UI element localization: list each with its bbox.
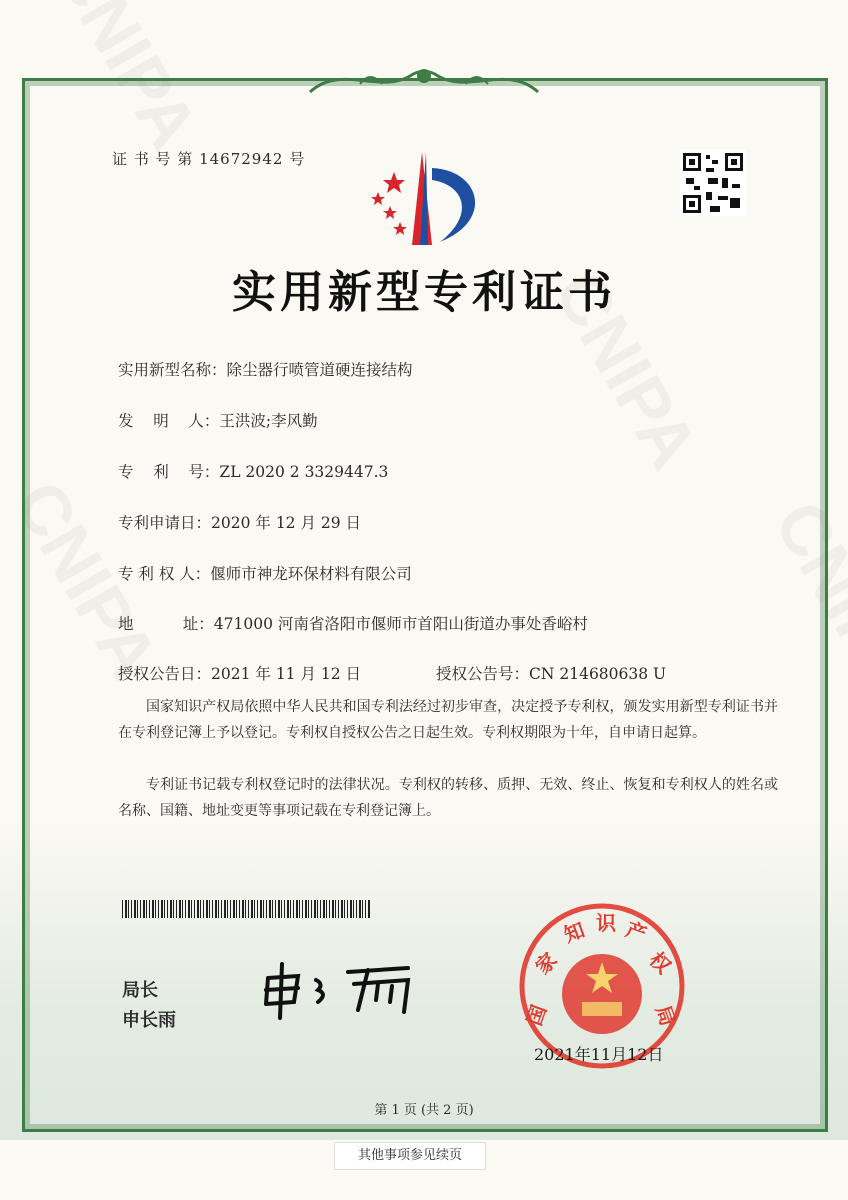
svg-text:权: 权 [644,947,676,979]
field-value: CN 214680638 U [529,665,667,683]
field-label: 发 明 人： [118,412,220,430]
director-name: 申长雨 [122,1010,176,1031]
field-patentee [118,562,412,584]
field-value: 471000 河南省洛阳市偃师市首阳山街道办事处香峪村 [213,615,588,633]
cnipa-logo [360,150,490,250]
svg-text:知: 知 [560,917,588,947]
field-label: 授权公告日： [118,665,212,683]
field-label: 实用新型名称： [118,361,227,379]
svg-text:家: 家 [530,947,562,979]
field-label: 地 址： [118,615,214,633]
director-title: 局长 [122,980,158,1001]
page-number: 第 1 页 (共 2 页) [374,1103,474,1118]
field-application-date [118,511,361,533]
field-value: 2021 年 11 月 12 日 [211,665,362,683]
field-grant-date [118,662,361,684]
field-label: 专 利 权 人： [118,565,211,583]
field-patent-number [118,460,388,482]
field-value: ZL 2020 2 3329447.3 [219,463,389,481]
paragraph-grant-statement: 国家知识产权局依照中华人民共和国专利法经过初步审查，决定授予专利权，颁发实用新型专利证书并在专利登记簿上予以登记。专利权自授权公告之日起生效。专利权期限为十年，自申请日起算。 [118,699,778,741]
certificate-number: 证 书 号 第 14672942 号 [112,150,306,168]
field-address [118,612,588,634]
field-value: 除尘器行喷管道硬连接结构 [226,361,413,379]
field-value: 王洪波;李风勤 [219,412,318,430]
barcode [122,900,370,918]
field-value: 2020 年 12 月 29 日 [211,514,362,532]
field-grant-number [436,662,666,684]
qr-code [680,150,746,216]
svg-text:识: 识 [596,911,616,935]
continuation-note: 其他事项参见续页 [334,1142,486,1170]
field-utility-model-name [118,358,413,380]
field-value: 偃师市神龙环保材料有限公司 [210,565,412,583]
field-label: 专利申请日： [118,514,212,532]
field-label: 专 利 号： [118,463,220,481]
seal-date: 2021年11月12日 [534,1045,664,1064]
svg-text:局: 局 [650,1002,681,1030]
field-label: 授权公告号： [436,665,530,683]
field-inventors [118,409,318,431]
page-title: 实用新型专利证书 [232,267,616,318]
director-signature [258,960,438,1020]
svg-text:国: 国 [521,1001,552,1029]
paragraph-legal-status: 专利证书记载专利权登记时的法律状况。专利权的转移、质押、无效、终止、恢复和专利权人的姓名或名称、国籍、地址变更等事项记载在专利登记簿上。 [118,777,778,819]
ornament-top [300,64,548,98]
svg-text:产: 产 [622,917,650,947]
